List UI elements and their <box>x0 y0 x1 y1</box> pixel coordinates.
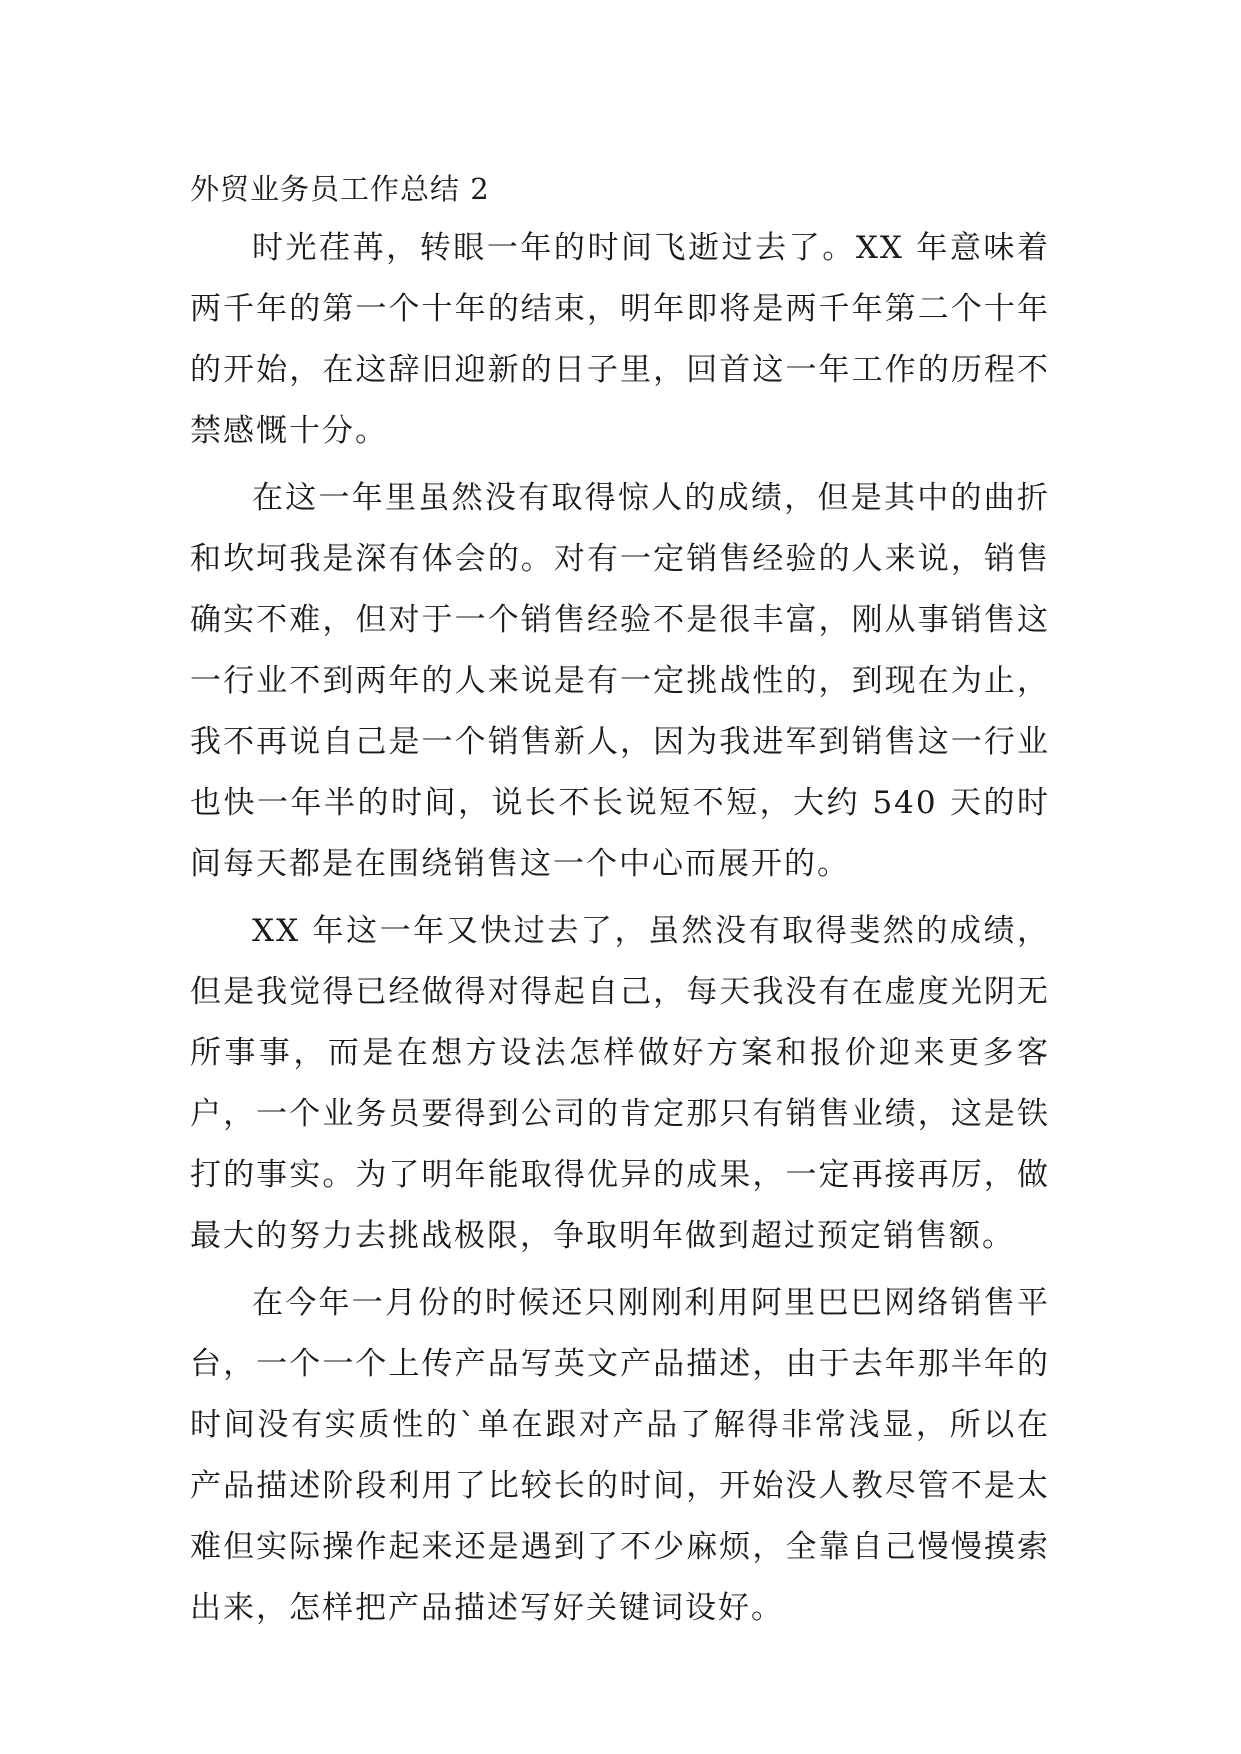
document-page <box>190 160 1050 1645</box>
paragraph-3: XX 年这一年又快过去了，虽然没有取得斐然的成绩，但是我觉得已经做得对得起自己，每天我没有在虚度光阴无所事事，而是在想方设法怎样做好方案和报价迎来更多客户，一个业务员要得到公司的肯定那只有销售业绩，这是铁打的事实。为了明年能取得优异的成果，一定再接再厉，做最大的努力去挑战极限，争取明年做到超过预定销售额。 <box>190 913 1050 1254</box>
paragraph-1: 时光荏苒，转眼一年的时间飞逝过去了。XX 年意味着两千年的第一个十年的结束，明年即将是两千年第二个十年的开始，在这辞旧迎新的日子里，回首这一年工作的历程不禁感慨十分。 <box>190 230 1050 449</box>
paragraph-2: 在这一年里虽然没有取得惊人的成绩，但是其中的曲折和坎坷我是深有体会的。对有一定销售经验的人来说，销售确实不难，但对于一个销售经验不是很丰富，刚从事销售这一行业不到两年的人来说是有一定挑战性的，到现在为止，我不再说自己是一个销售新人，因为我进军到销售这一行业也快一年半的时间，说长不长说短不短，大约 540 天的时间每天都是在围绕销售这一个中心而展开的。 <box>190 480 1050 882</box>
paragraph-4: 在今年一月份的时候还只刚刚利用阿里巴巴网络销售平台，一个一个上传产品写英文产品描述，由于去年那半年的时间没有实质性的`单在跟对产品了解得非常浅显，所以在产品描述阶段利用了比较长的时间，开始没人教尽管不是太难但实际操作起来还是遇到了不少麻烦，全靠自己慢慢摸索出来，怎样把产品描述写好关键词设好。 <box>190 1285 1050 1626</box>
document-title: 外贸业务员工作总结 2 <box>190 172 490 206</box>
